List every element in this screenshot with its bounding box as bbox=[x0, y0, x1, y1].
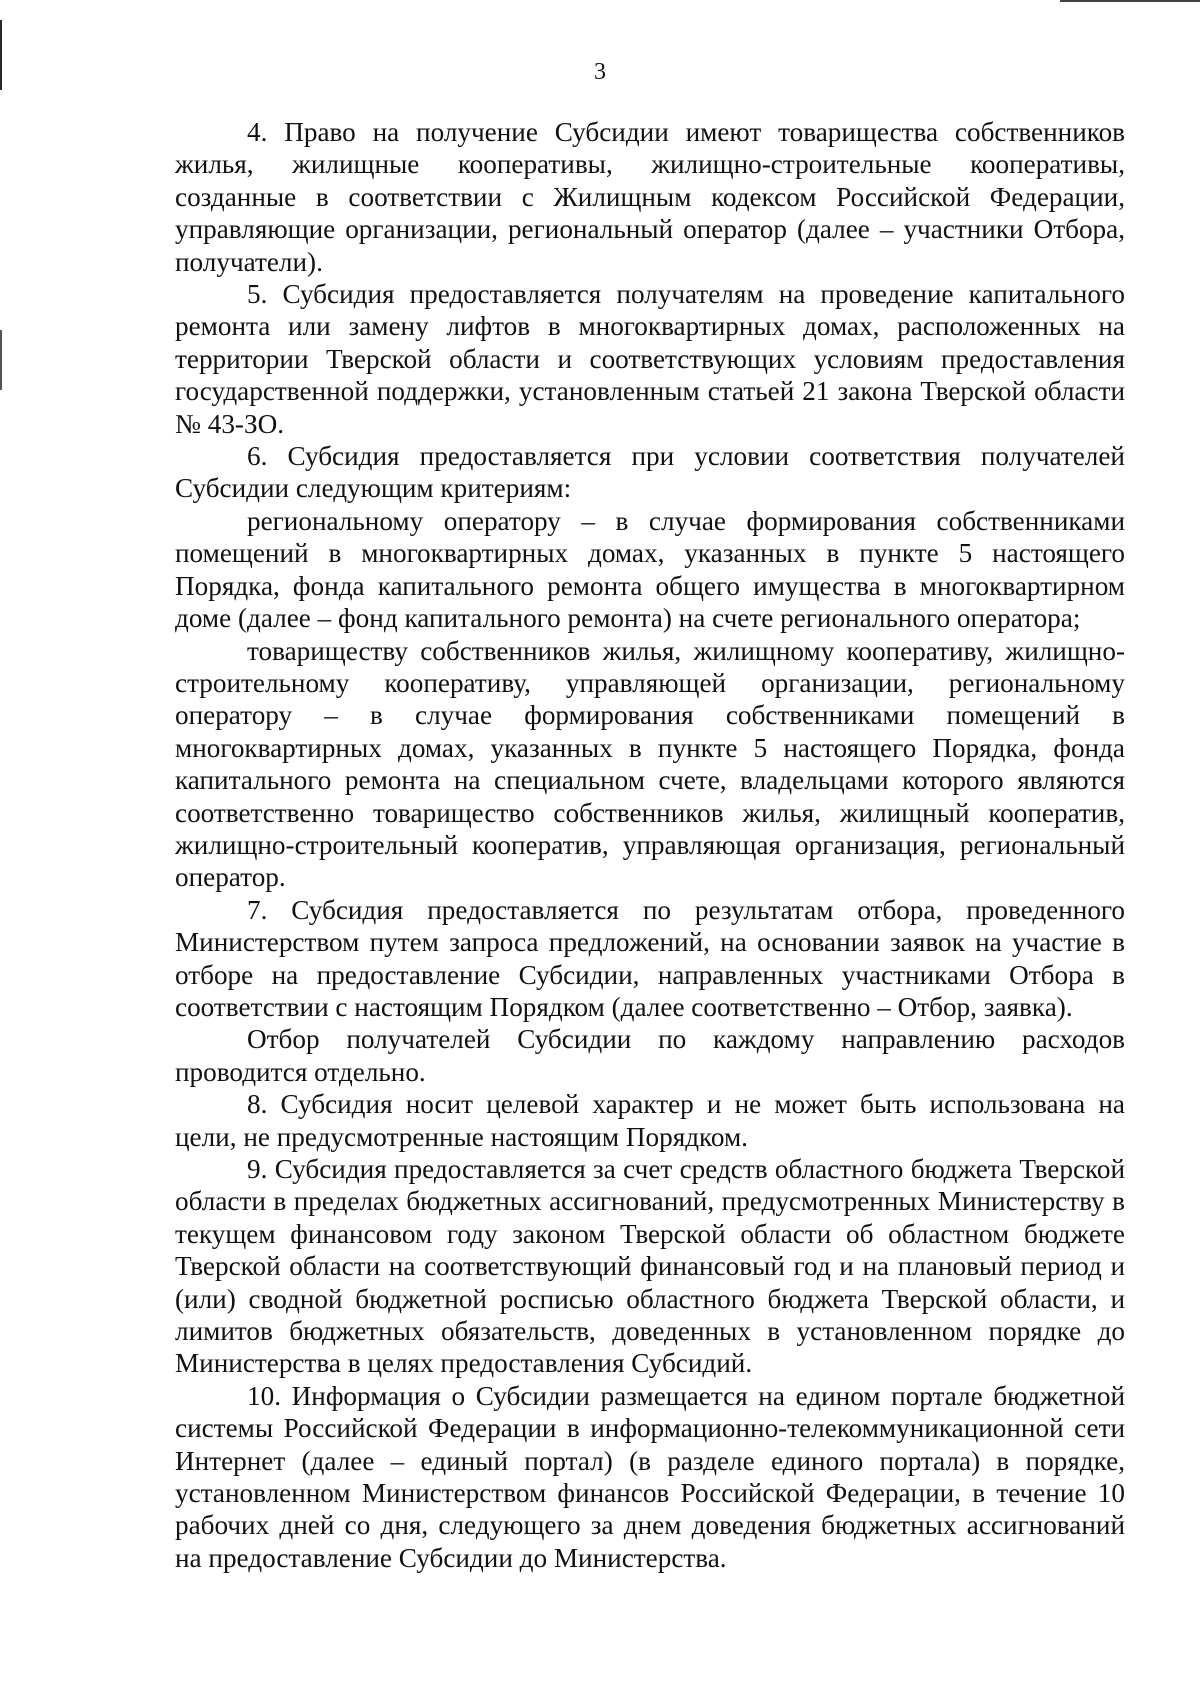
criterion-special-account: товариществу собственников жилья, жилищному кооперативу, жилищно-строительному кооперативу, управляющей организации, региональному оператору – в случае формирования собственниками помещений в многоквартирных домах, указанных в пункте 5 настоящего Порядка, фонда капитального ремонта на специальном счете, владельцами которого являются соответственно товарищество собственников жилья, жилищный кооператив, жилищно-строительный кооператив, управляющая организация, региональный оператор. bbox=[175, 635, 1125, 893]
scan-edge-left-lower bbox=[0, 330, 2, 390]
paragraph-10: 10. Информация о Субсидии размещается на едином портале бюджетной системы Российской Федерации в информационно-телекоммуникационной сети Интернет (далее – единый портал) (в разделе единого портала) в порядке, установленном Министерством финансов Российской Федерации, в течение 10 рабочих дней со дня, следующего за днем доведения бюджетных ассигнований на предоставление Субсидии до Министерства. bbox=[175, 1380, 1125, 1573]
paragraph-6: 6. Субсидия предоставляется при условии соответствия получателей Субсидии следующим критериям: bbox=[175, 441, 1125, 504]
document-body bbox=[175, 116, 1125, 1574]
scan-edge-top bbox=[1060, 0, 1200, 2]
paragraph-9: 9. Субсидия предоставляется за счет средств областного бюджета Тверской области в пределах бюджетных ассигнований, предусмотренных Министерству в текущем финансовом году законом Тверской области об областном бюджете Тверской области на соответствующий финансовый год и на плановый период и (или) сводной бюджетной росписью областного бюджета Тверской области, и лимитов бюджетных обязательств, доведенных в установленном порядке до Министерства в целях предоставления Субсидий. bbox=[175, 1154, 1125, 1379]
page-number: 3 bbox=[594, 59, 606, 85]
paragraph-5: 5. Субсидия предоставляется получателям на проведение капитального ремонта или замену лифтов в многоквартирных домах, расположенных на территории Тверской области и соответствующих условиям предоставления государственной поддержки, установленным статьей 21 закона Тверской области № 43-ЗО. bbox=[175, 279, 1125, 439]
paragraph-8: 8. Субсидия носит целевой характер и не может быть использована на цели, не предусмотренные настоящим Порядком. bbox=[175, 1089, 1125, 1152]
paragraph-4: 4. Право на получение Субсидии имеют товарищества собственников жилья, жилищные кооперативы, жилищно-строительные кооперативы, созданные в соответствии с Жилищным кодексом Российской Федерации, управляющие организации, региональный оператор (далее – участники Отбора, получатели). bbox=[175, 117, 1125, 277]
criterion-regional-operator: региональному оператору – в случае формирования собственниками помещений в многоквартирных домах, указанных в пункте 5 настоящего Порядка, фонда капитального ремонта общего имущества в многоквартирном доме (далее – фонд капитального ремонта) на счете регионального оператора; bbox=[175, 505, 1125, 634]
paragraph-7-selection: Отбор получателей Субсидии по каждому направлению расходов проводится отдельно. bbox=[175, 1024, 1125, 1087]
paragraph-7: 7. Субсидия предоставляется по результатам отбора, проведенного Министерством путем запроса предложений, на основании заявок на участие в отборе на предоставление Субсидии, направленных участниками Отбора в соответствии с настоящим Порядком (далее соответственно – Отбор, заявка). bbox=[175, 894, 1125, 1022]
